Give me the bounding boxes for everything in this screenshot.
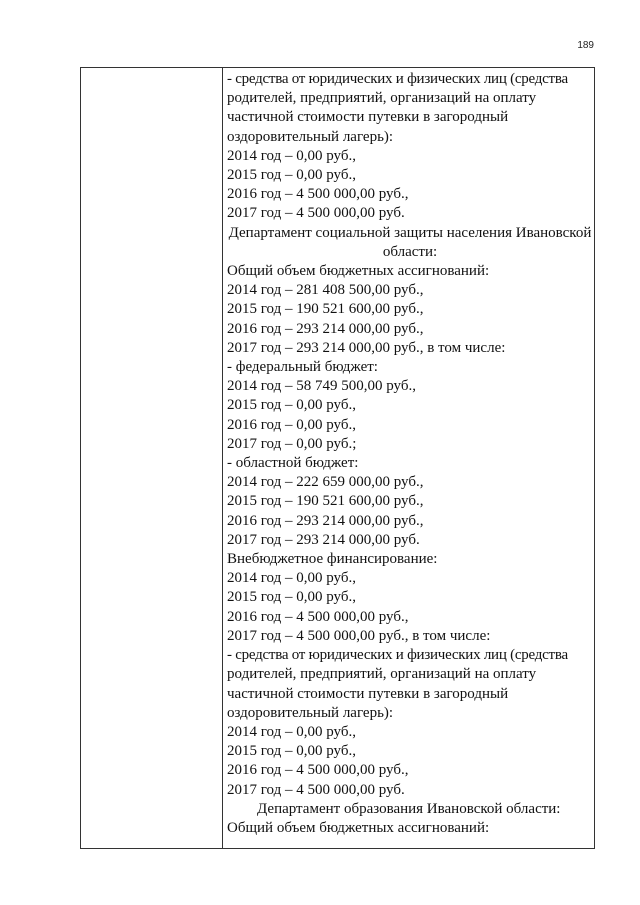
text-line: 2017 год – 293 214 000,00 руб., в том числе: [227, 339, 506, 356]
text-line: - федеральный бюджет: [227, 359, 378, 376]
text-line: 2016 год – 0,00 руб., [227, 416, 356, 433]
text-line: 2014 год – 58 749 500,00 руб., [227, 378, 416, 395]
text-line: 2015 год – 0,00 руб., [227, 743, 356, 760]
text-line: 2014 год – 0,00 руб., [227, 723, 356, 740]
text-line: - средства от юридических и физических лиц (средства [227, 71, 568, 87]
text-line: Общий объем бюджетных ассигнований: [227, 819, 490, 836]
text-line: оздоровительный лагерь): [227, 704, 394, 721]
text-line: 2016 год – 293 214 000,00 руб., [227, 320, 424, 337]
text-line: 2017 год – 4 500 000,00 руб. [227, 781, 405, 798]
text-line: 2015 год – 0,00 руб., [227, 167, 356, 184]
funding-table [80, 67, 595, 849]
text-line: Общий объем бюджетных ассигнований: [227, 263, 490, 280]
text-line: 2016 год – 4 500 000,00 руб., [227, 762, 409, 779]
text-line: 2016 год – 4 500 000,00 руб., [227, 608, 409, 625]
text-line: - средства от юридических и физических лиц (средства [227, 647, 568, 664]
text-line: 2014 год – 281 408 500,00 руб., [227, 282, 424, 299]
text-line: 2017 год – 0,00 руб.; [227, 435, 357, 452]
text-line: 2017 год – 293 214 000,00 руб. [227, 531, 420, 548]
text-line: Департамент социальной защиты населения Ивановской области: [228, 224, 592, 260]
text-line: 2016 год – 4 500 000,00 руб., [227, 186, 409, 203]
text-line: 2015 год – 190 521 600,00 руб., [227, 301, 424, 318]
text-line: частичной стоимости путевки в загородный [227, 685, 509, 702]
text-line: 2016 год – 293 214 000,00 руб., [227, 512, 424, 529]
text-line: 2017 год – 4 500 000,00 руб., в том числе: [227, 627, 491, 644]
text-line: Департамент образования Ивановской области: [257, 800, 561, 817]
text-line: 2015 год – 190 521 600,00 руб., [227, 493, 424, 510]
text-line: родителей, предприятий, организаций на оплату [227, 666, 537, 683]
text-line: частичной стоимости путевки в загородный [227, 109, 509, 126]
text-line: 2015 год – 0,00 руб., [227, 397, 356, 414]
text-line: родителей, предприятий, организаций на оплату [227, 90, 537, 107]
text-line: Внебюджетное финансирование: [227, 551, 438, 568]
text-line: 2014 год – 222 659 000,00 руб., [227, 474, 424, 491]
text-line: 2014 год – 0,00 руб., [227, 147, 356, 164]
column-divider [222, 68, 223, 848]
text-line: 2017 год – 4 500 000,00 руб. [227, 205, 405, 222]
text-line: - областной бюджет: [227, 455, 359, 472]
text-line: 2014 год – 0,00 руб., [227, 570, 356, 587]
funding-details-cell [227, 70, 593, 838]
text-line: оздоровительный лагерь): [227, 128, 394, 145]
text-line: 2015 год – 0,00 руб., [227, 589, 356, 606]
page-number: 189 [577, 40, 594, 51]
